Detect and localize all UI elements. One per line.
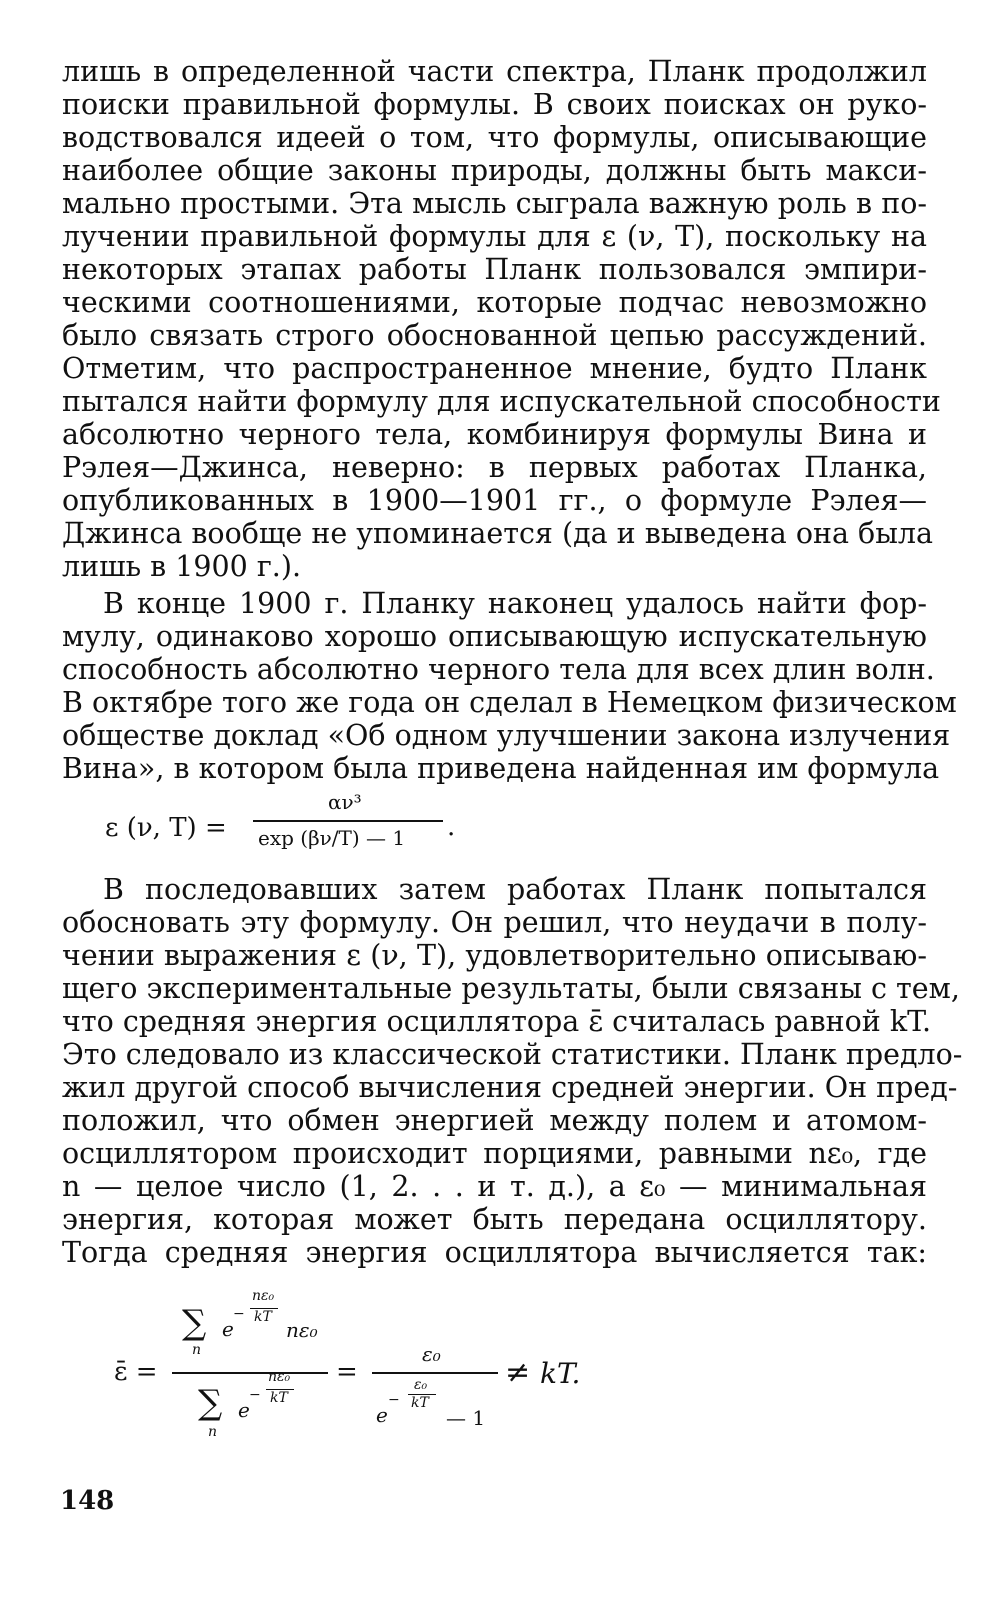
text-line: В октябре того же года он сделал в Немецком физическом <box>62 686 957 719</box>
text-line: способность абсолютно черного тела для всех длин волн. <box>62 653 935 686</box>
formula-numerator: αν³ <box>328 790 362 814</box>
text-line: Тогда средняя энергия осциллятора вычисляется так: <box>62 1236 927 1269</box>
exp-denominator: kT <box>254 1309 272 1325</box>
rhs-fraction-bar <box>372 1372 498 1374</box>
rhs-numerator: ε₀ <box>422 1342 441 1366</box>
sum-symbol: ∑ <box>198 1383 223 1423</box>
text-line: n — целое число (1, 2. . . и т. д.), а ε₀ — минимальная <box>62 1170 927 1203</box>
exp-denominator: kT <box>270 1390 288 1406</box>
rhs-denominator-tail: — 1 <box>446 1406 486 1430</box>
text-line: В конце 1900 г. Планку наконец удалось найти фор- <box>103 587 927 620</box>
sum-index: n <box>208 1424 218 1440</box>
text-line: лучении правильной формулы для ε (ν, T), поскольку на <box>62 220 927 253</box>
text-line: что средняя энергия осциллятора ε̄ считалась равной kT. <box>62 1005 931 1038</box>
text-line: поиски правильной формулы. В своих поисках он руко- <box>62 88 927 121</box>
text-line: лишь в 1900 г.). <box>62 550 302 583</box>
exp-numerator: nε₀ <box>268 1369 291 1385</box>
formula-denominator: exp (βν/T) — 1 <box>258 826 406 850</box>
text-line: обосновать эту формулу. Он решил, что неудачи в полу- <box>62 906 927 939</box>
page-number: 148 <box>60 1486 115 1516</box>
text-line: В последовавших затем работах Планк попытался <box>103 873 927 906</box>
text-line: абсолютно черного тела, комбинируя формулы Вина и <box>62 418 927 451</box>
text-line: Вина», в котором была приведена найденная им формула <box>62 752 940 785</box>
text-line: положил, что обмен энергией между полем и атомом- <box>62 1104 927 1137</box>
text-line: пытался найти формулу для испускательной способности <box>62 385 941 418</box>
text-line: жил другой способ вычисления средней энергии. Он пред- <box>62 1071 958 1104</box>
text-line: мально простыми. Эта мысль сыграла важную роль в по- <box>62 187 927 220</box>
text-line: щего экспериментальные результаты, были связаны с тем, <box>62 972 960 1005</box>
text-line: Отметим, что распространенное мнение, будто Планк <box>62 352 927 385</box>
exp-minus: − <box>233 1306 245 1322</box>
text-line: некоторых этапах работы Планк пользовался эмпири- <box>62 253 927 286</box>
formula-final: kT. <box>540 1357 581 1390</box>
exp-minus: − <box>249 1387 261 1403</box>
text-line: наиболее общие законы природы, должны быть макси- <box>62 154 927 187</box>
text-line: ческими соотношениями, которые подчас невозможно <box>62 286 927 319</box>
not-equal-sign: ≠ <box>505 1355 531 1390</box>
formula-period: . <box>447 812 456 842</box>
exp-base: e <box>222 1317 234 1341</box>
exp-denominator: kT <box>411 1395 429 1411</box>
sum-index: n <box>192 1342 202 1358</box>
formula-lhs: ε̄ = <box>114 1357 158 1387</box>
text-line: опубликованных в 1900—1901 гг., о формуле Рэлея— <box>62 484 927 517</box>
main-fraction-bar <box>172 1372 328 1374</box>
sum-symbol: ∑ <box>182 1303 207 1343</box>
text-line: Рэлея—Джинса, неверно: в первых работах Планка, <box>62 451 927 484</box>
text-line: мулу, одинаково хорошо описывающую испускательную <box>62 620 927 653</box>
exp-numerator: nε₀ <box>252 1288 275 1304</box>
formula-lhs: ε (ν, T) = <box>105 813 227 843</box>
text-line: осциллятором происходит порциями, равными nε₀, где <box>62 1137 927 1170</box>
exp-base: e <box>238 1398 250 1422</box>
exp-minus: − <box>388 1392 400 1408</box>
exp-numerator: ε₀ <box>414 1377 428 1393</box>
text-line: было связать строго обоснованной цепью рассуждений. <box>62 319 927 352</box>
exp-base: e <box>376 1403 388 1427</box>
text-line: обществе доклад «Об одном улучшении закона излучения <box>62 719 951 752</box>
fraction-bar <box>253 820 443 822</box>
text-line: Джинса вообще не упоминается (да и выведена она была <box>62 517 933 550</box>
text-line: чении выражения ε (ν, T), удовлетворительно описываю- <box>62 939 927 972</box>
text-line: энергия, которая может быть передана осциллятору. <box>62 1203 927 1236</box>
text-line: Это следовало из классической статистики. Планк предло- <box>62 1038 963 1071</box>
text-line: водствовался идеей о том, что формулы, описывающие <box>62 121 927 154</box>
text-line: лишь в определенной части спектра, Планк продолжил <box>62 55 927 88</box>
equals-sign: = <box>336 1357 358 1387</box>
numerator-tail: nε₀ <box>286 1318 318 1342</box>
